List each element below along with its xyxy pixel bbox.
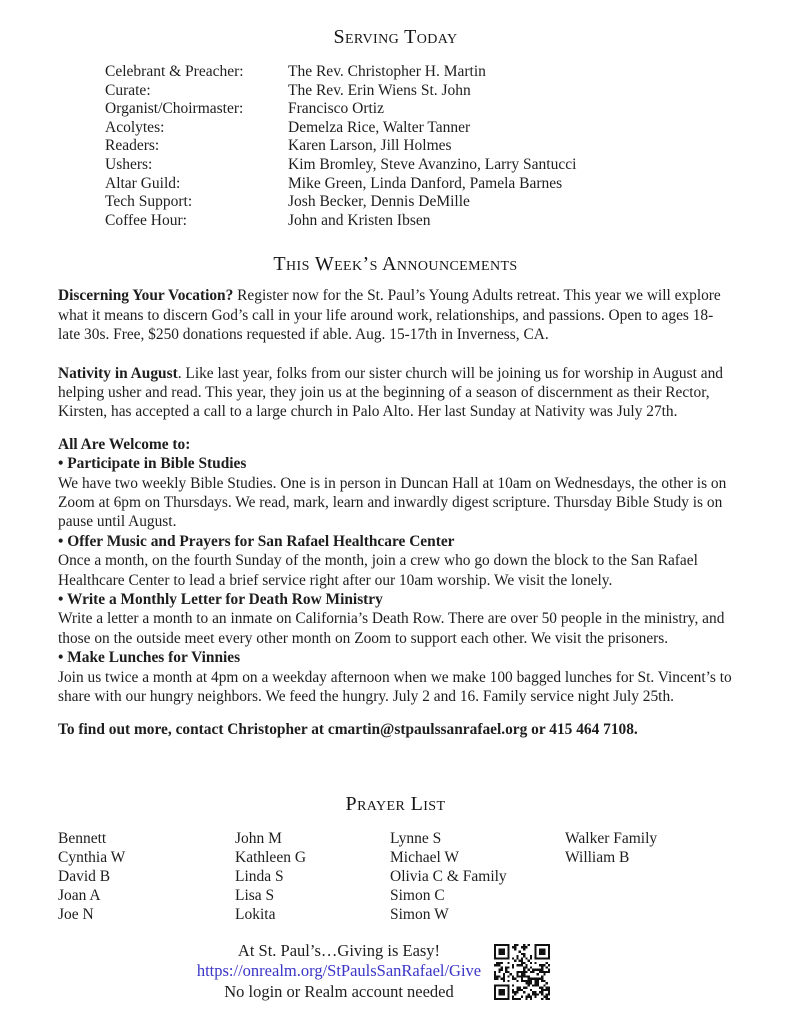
- prayer-name: Lynne S: [390, 829, 442, 847]
- serving-table: [105, 63, 791, 230]
- bullet-body: Once a month, on the fourth Sunday of the month, join a crew who go down the block to the San Rafael Healthcare Center to lead a brief service right after our 10am worship. We visit the lonely.: [58, 552, 698, 589]
- bullet-heading: • Participate in Bible Studies: [58, 455, 247, 473]
- prayer-name: Simon C: [390, 886, 445, 904]
- prayer-column: [565, 829, 745, 924]
- welcome-heading: All Are Welcome to:: [58, 435, 191, 453]
- serving-role-label: Curate:: [105, 81, 151, 99]
- serving-row: [105, 193, 791, 212]
- serving-row: [105, 156, 791, 175]
- serving-names: Kim Bromley, Steve Avanzino, Larry Santucci: [288, 155, 577, 173]
- bullet-heading: • Write a Monthly Letter for Death Row Ministry: [58, 591, 383, 609]
- bullet-body: Write a letter a month to an inmate on California’s Death Row. There are over 50 people in the ministry, and those on the outside meet every other month on Zoom to support each other. We visit the prisoners.: [58, 610, 725, 647]
- serving-row: [105, 119, 791, 138]
- serving-row: [105, 82, 791, 101]
- prayer-name: John M: [235, 829, 282, 847]
- serving-row: [105, 63, 791, 82]
- bullet-body: Join us twice a month at 4pm on a weekday afternoon when we make 100 bagged lunches for St. Vincent’s to share with our hungry neighbors. We feed the hungry. July 2 and 16. Family service night July 25th.: [58, 668, 732, 706]
- prayer-name: Joan A: [58, 886, 101, 904]
- prayer-name: Bennett: [58, 829, 107, 847]
- prayer-column: [390, 829, 565, 924]
- announcements-title: This Week’s Announcements: [273, 253, 518, 276]
- prayer-name: Linda S: [235, 867, 284, 885]
- announcement-text: Register now for the St. Paul’s Young Adults retreat. This year we will explore what it means to discern God’s call in your life around work, relationships, and passions. Open to ages 18-late 30s. Free, $250 donations requested if able. Aug. 15-17th in Inverness, CA.: [58, 287, 721, 344]
- prayer-name: Simon W: [390, 905, 449, 923]
- contact-line: To find out more, contact Christopher at cmartin@stpaulssanrafael.org or 415 464 7108.: [58, 721, 638, 739]
- giving-note: No login or Realm account needed: [224, 981, 454, 1001]
- announcement-lead: Nativity in August: [58, 364, 178, 382]
- bullet-body: We have two weekly Bible Studies. One is in person in Duncan Hall at 10am on Wednesdays, the other is on Zoom at 6pm on Thursdays. We read, mark, learn and inwardly digest scripture. Thursday Bible Study is on pause until August.: [58, 474, 727, 531]
- announcement-text: . Like last year, folks from our sister church will be joining us for worship in August and helping usher and read. This year, they join us at the beginning of a season of discernment as their Rector, Kirsten, has accepted a call to a large church in Palo Alto. Her last Sunday at Nativity was July 27th.: [58, 364, 723, 421]
- serving-names: Francisco Ortiz: [288, 100, 384, 118]
- giving-text-block: [197, 941, 481, 1003]
- serving-names: John and Kristen Ibsen: [288, 211, 431, 229]
- prayer-column: [58, 829, 235, 924]
- serving-role-label: Celebrant & Preacher:: [105, 63, 244, 80]
- prayer-name: Cynthia W: [58, 848, 126, 866]
- prayer-name: Michael W: [390, 848, 460, 866]
- prayer-name: David B: [58, 867, 111, 885]
- serving-role-label: Ushers:: [105, 155, 153, 173]
- serving-names: Karen Larson, Jill Holmes: [288, 137, 452, 155]
- serving-names: The Rev. Erin Wiens St. John: [288, 81, 471, 99]
- bullet-heading: • Make Lunches for Vinnies: [58, 649, 241, 667]
- serving-names: Demelza Rice, Walter Tanner: [288, 118, 471, 136]
- prayer-list-title: Prayer List: [345, 792, 446, 815]
- prayer-name: Joe N: [58, 905, 94, 923]
- serving-names: Mike Green, Linda Danford, Pamela Barnes: [288, 174, 563, 192]
- serving-role-label: Coffee Hour:: [105, 211, 187, 229]
- serving-today-title: Serving Today: [333, 26, 458, 48]
- serving-role-label: Altar Guild:: [105, 174, 181, 192]
- prayer-name: Lokita: [235, 905, 276, 923]
- prayer-name: Kathleen G: [235, 848, 307, 866]
- serving-row: [105, 212, 791, 231]
- prayer-name: Walker Family: [565, 829, 658, 847]
- prayer-column: [235, 829, 390, 924]
- giving-section: [0, 941, 769, 1003]
- serving-names: Josh Becker, Dennis DeMille: [288, 193, 470, 211]
- serving-role-label: Readers:: [105, 137, 160, 155]
- prayer-list: [58, 829, 791, 924]
- announcement-paragraph: [58, 286, 734, 344]
- serving-row: [105, 175, 791, 194]
- prayer-name: William B: [565, 848, 630, 866]
- serving-row: [105, 137, 791, 156]
- qr-code-icon: [494, 944, 550, 1000]
- serving-row: [105, 100, 791, 119]
- announcement-paragraph: [58, 364, 734, 422]
- prayer-name: Lisa S: [235, 886, 275, 904]
- announcement-lead: Discerning Your Vocation?: [58, 287, 234, 305]
- giving-headline: At St. Paul’s…Giving is Easy!: [237, 940, 441, 960]
- serving-role-label: Organist/Choirmaster:: [105, 100, 244, 118]
- welcome-block: [58, 435, 734, 707]
- announcements-body: [58, 286, 734, 740]
- giving-link[interactable]: https://onrealm.org/StPaulsSanRafael/Give: [196, 961, 482, 981]
- serving-role-label: Tech Support:: [105, 193, 193, 211]
- bullet-heading: • Offer Music and Prayers for San Rafael Healthcare Center: [58, 532, 455, 550]
- serving-names: The Rev. Christopher H. Martin: [288, 63, 486, 80]
- serving-role-label: Acolytes:: [105, 118, 165, 136]
- prayer-name: Olivia C & Family: [390, 867, 507, 885]
